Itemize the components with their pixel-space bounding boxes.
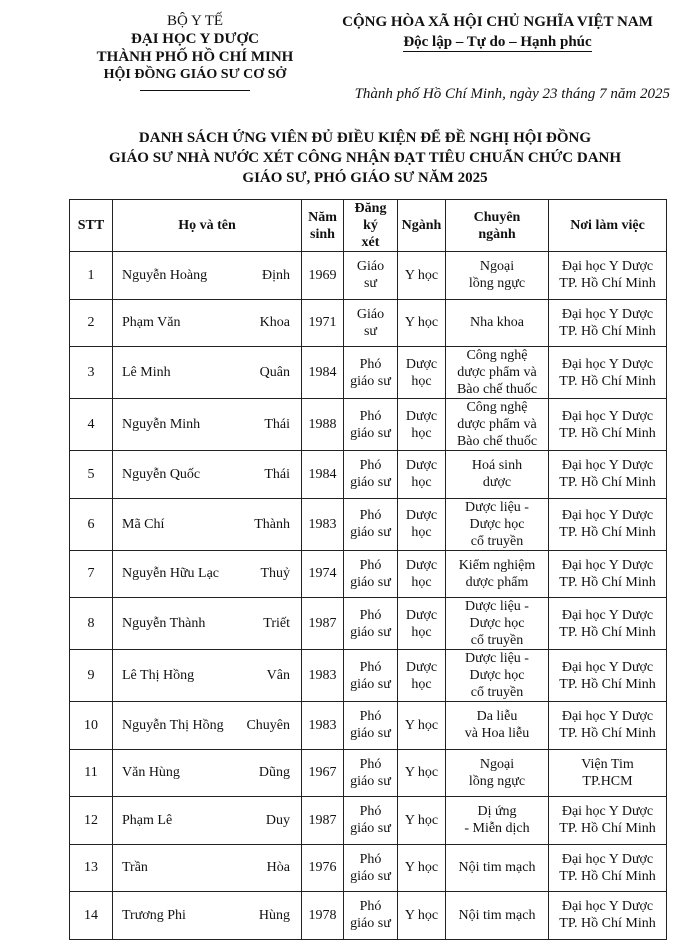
given-name: Hùng (258, 907, 290, 923)
cell-field: Dược học (398, 347, 446, 399)
cell-field: Y học (398, 749, 446, 797)
cell-year: 1974 (302, 550, 344, 598)
cell-field: Dược học (398, 498, 446, 550)
cell-year: 1983 (302, 650, 344, 702)
cell-stt: 3 (70, 347, 113, 399)
cell-stt: 2 (70, 299, 113, 347)
cell-field: Dược học (398, 399, 446, 451)
surname: Văn Hùng (122, 765, 180, 781)
table-row (70, 650, 667, 702)
given-name: Chuyên (246, 717, 290, 733)
table-row (70, 550, 667, 598)
cell-specialty: Hoá sinh dược (446, 451, 549, 499)
given-name: Khoa (259, 315, 290, 331)
cell-year: 1988 (302, 399, 344, 451)
cell-stt: 7 (70, 550, 113, 598)
cell-register: Phó giáo sư (344, 749, 398, 797)
cell-name (113, 550, 302, 598)
republic-name: CỘNG HÒA XÃ HỘI CHỦ NGHĨA VIỆT NAM (342, 14, 653, 30)
given-name: Quân (259, 365, 290, 380)
given-name: Triết (263, 616, 290, 631)
cell-field: Y học (398, 299, 446, 347)
cell-specialty: Da liễu và Hoa liễu (446, 702, 549, 750)
cell-field: Y học (398, 252, 446, 300)
surname: Nguyễn Hữu Lạc (122, 566, 220, 582)
cell-stt: 5 (70, 451, 113, 499)
cell-workplace: Đại học Y Dược TP. Hồ Chí Minh (549, 702, 667, 750)
col-header-stt: STT (70, 200, 113, 252)
cell-stt: 10 (70, 702, 113, 750)
table-row (70, 844, 667, 892)
cell-register: Phó giáo sư (344, 347, 398, 399)
cell-stt: 6 (70, 498, 113, 550)
table-row (70, 347, 667, 399)
given-name: Hòa (266, 860, 290, 876)
table-row (70, 797, 667, 845)
cell-field: Y học (398, 844, 446, 892)
surname: Mã Chí (122, 516, 165, 532)
cell-field: Y học (398, 892, 446, 940)
cell-year: 1976 (302, 844, 344, 892)
issuer-divider (140, 90, 250, 91)
cell-year: 1984 (302, 347, 344, 399)
cell-year: 1967 (302, 749, 344, 797)
cell-name (113, 451, 302, 499)
cell-workplace: Đại học Y Dược TP. Hồ Chí Minh (549, 797, 667, 845)
cell-stt: 12 (70, 797, 113, 845)
surname: Phạm Lê (122, 812, 173, 828)
surname: Nguyễn Thành (122, 616, 206, 631)
cell-specialty: Nội tim mạch (446, 844, 549, 892)
table-body (70, 252, 667, 940)
cell-year: 1983 (302, 702, 344, 750)
cell-register: Phó giáo sư (344, 451, 398, 499)
cell-register: Giáo sư (344, 252, 398, 300)
cell-register: Giáo sư (344, 299, 398, 347)
surname: Trần (122, 860, 148, 876)
cell-field: Dược học (398, 451, 446, 499)
cell-workplace: Đại học Y Dược TP. Hồ Chí Minh (549, 892, 667, 940)
given-name: Duy (265, 812, 290, 828)
cell-stt: 8 (70, 598, 113, 650)
cell-name (113, 702, 302, 750)
cell-specialty: Kiểm nghiệm dược phẩm (446, 550, 549, 598)
surname: Nguyễn Minh (122, 417, 201, 432)
col-header-register: Đăng ký xét (344, 200, 398, 252)
cell-register: Phó giáo sư (344, 892, 398, 940)
cell-year: 1987 (302, 598, 344, 650)
cell-name (113, 797, 302, 845)
title-line-3: GIÁO SƯ, PHÓ GIÁO SƯ NĂM 2025 (242, 170, 488, 186)
ministry-name: BỘ Y TẾ (166, 13, 224, 29)
cell-field: Dược học (398, 598, 446, 650)
cell-specialty: Dị ứng - Miễn dịch (446, 797, 549, 845)
surname: Nguyễn Hoàng (122, 267, 208, 283)
cell-specialty: Công nghệ dược phẩm và Bào chế thuốc (446, 399, 549, 451)
given-name: Vân (266, 668, 290, 683)
issuer-block (60, 12, 330, 91)
cell-year: 1971 (302, 299, 344, 347)
council-name: HỘI ĐỒNG GIÁO SƯ CƠ SỞ (103, 67, 287, 82)
cell-workplace: Đại học Y Dược TP. Hồ Chí Minh (549, 598, 667, 650)
cell-name (113, 299, 302, 347)
cell-specialty: Ngoại lồng ngực (446, 252, 549, 300)
cell-stt: 11 (70, 749, 113, 797)
cell-workplace: Viện Tim TP.HCM (549, 749, 667, 797)
candidate-table (69, 199, 667, 940)
cell-workplace: Đại học Y Dược TP. Hồ Chí Minh (549, 498, 667, 550)
given-name: Thái (264, 417, 290, 432)
cell-field: Dược học (398, 550, 446, 598)
cell-register: Phó giáo sư (344, 702, 398, 750)
cell-name (113, 498, 302, 550)
cell-stt: 14 (70, 892, 113, 940)
cell-field: Y học (398, 702, 446, 750)
title-line-2: GIÁO SƯ NHÀ NƯỚC XÉT CÔNG NHẬN ĐẠT TIÊU CHUẨN CHỨC DANH (108, 150, 622, 166)
col-header-specialty: Chuyên ngành (446, 200, 549, 252)
given-name: Thành (254, 516, 290, 532)
cell-workplace: Đại học Y Dược TP. Hồ Chí Minh (549, 299, 667, 347)
cell-name (113, 844, 302, 892)
national-motto-block (325, 12, 670, 52)
surname: Nguyễn Quốc (122, 466, 201, 482)
cell-year: 1987 (302, 797, 344, 845)
cell-specialty: Dược liệu - Dược học cổ truyền (446, 598, 549, 650)
surname: Lê Minh (122, 365, 171, 380)
surname: Trương Phi (122, 907, 186, 923)
table-row (70, 451, 667, 499)
cell-register: Phó giáo sư (344, 399, 398, 451)
cell-specialty: Công nghệ dược phẩm và Bào chế thuốc (446, 347, 549, 399)
cell-workplace: Đại học Y Dược TP. Hồ Chí Minh (549, 399, 667, 451)
table-row (70, 702, 667, 750)
table-row (70, 498, 667, 550)
university-name-line2: THÀNH PHỐ HỒ CHÍ MINH (96, 49, 294, 65)
cell-register: Phó giáo sư (344, 550, 398, 598)
surname: Phạm Văn (122, 315, 181, 331)
cell-register: Phó giáo sư (344, 498, 398, 550)
table-row (70, 749, 667, 797)
cell-name (113, 252, 302, 300)
col-header-workplace: Nơi làm việc (549, 200, 667, 252)
given-name: Định (262, 267, 290, 283)
cell-stt: 1 (70, 252, 113, 300)
cell-name (113, 399, 302, 451)
cell-specialty: Ngoại lồng ngực (446, 749, 549, 797)
cell-stt: 13 (70, 844, 113, 892)
cell-year: 1969 (302, 252, 344, 300)
given-name: Dũng (258, 765, 290, 781)
university-name-line1: ĐẠI HỌC Y DƯỢC (131, 31, 259, 47)
col-header-name: Họ và tên (113, 200, 302, 252)
table-row (70, 892, 667, 940)
surname: Lê Thị Hồng (122, 668, 195, 683)
cell-register: Phó giáo sư (344, 797, 398, 845)
cell-name (113, 598, 302, 650)
given-name: Thuỷ (260, 566, 290, 582)
cell-field: Y học (398, 797, 446, 845)
table-row (70, 598, 667, 650)
cell-field: Dược học (398, 650, 446, 702)
cell-year: 1978 (302, 892, 344, 940)
place-date: Thành phố Hồ Chí Minh, ngày 23 tháng 7 năm 2025 (354, 86, 670, 102)
cell-name (113, 892, 302, 940)
table-row (70, 299, 667, 347)
cell-specialty: Nha khoa (446, 299, 549, 347)
cell-workplace: Đại học Y Dược TP. Hồ Chí Minh (549, 844, 667, 892)
cell-year: 1984 (302, 451, 344, 499)
col-header-year: Năm sinh (302, 200, 344, 252)
given-name: Thái (264, 466, 290, 482)
col-header-field: Ngành (398, 200, 446, 252)
table-row (70, 252, 667, 300)
cell-register: Phó giáo sư (344, 650, 398, 702)
cell-workplace: Đại học Y Dược TP. Hồ Chí Minh (549, 550, 667, 598)
document-title (60, 128, 670, 188)
title-line-1: DANH SÁCH ỨNG VIÊN ĐỦ ĐIỀU KIỆN ĐỂ ĐỀ NGHỊ HỘI ĐỒNG (138, 130, 592, 146)
cell-stt: 4 (70, 399, 113, 451)
cell-register: Phó giáo sư (344, 598, 398, 650)
cell-year: 1983 (302, 498, 344, 550)
cell-workplace: Đại học Y Dược TP. Hồ Chí Minh (549, 252, 667, 300)
cell-name (113, 347, 302, 399)
cell-workplace: Đại học Y Dược TP. Hồ Chí Minh (549, 650, 667, 702)
surname: Nguyễn Thị Hồng (122, 717, 224, 733)
cell-workplace: Đại học Y Dược TP. Hồ Chí Minh (549, 347, 667, 399)
table-header-row (70, 200, 667, 252)
cell-specialty: Nội tim mạch (446, 892, 549, 940)
cell-workplace: Đại học Y Dược TP. Hồ Chí Minh (549, 451, 667, 499)
cell-specialty: Dược liệu - Dược học cổ truyền (446, 498, 549, 550)
motto: Độc lập – Tự do – Hạnh phúc (403, 34, 592, 50)
cell-name (113, 650, 302, 702)
cell-stt: 9 (70, 650, 113, 702)
cell-register: Phó giáo sư (344, 844, 398, 892)
cell-specialty: Dược liệu - Dược học cổ truyền (446, 650, 549, 702)
cell-name (113, 749, 302, 797)
table-row (70, 399, 667, 451)
